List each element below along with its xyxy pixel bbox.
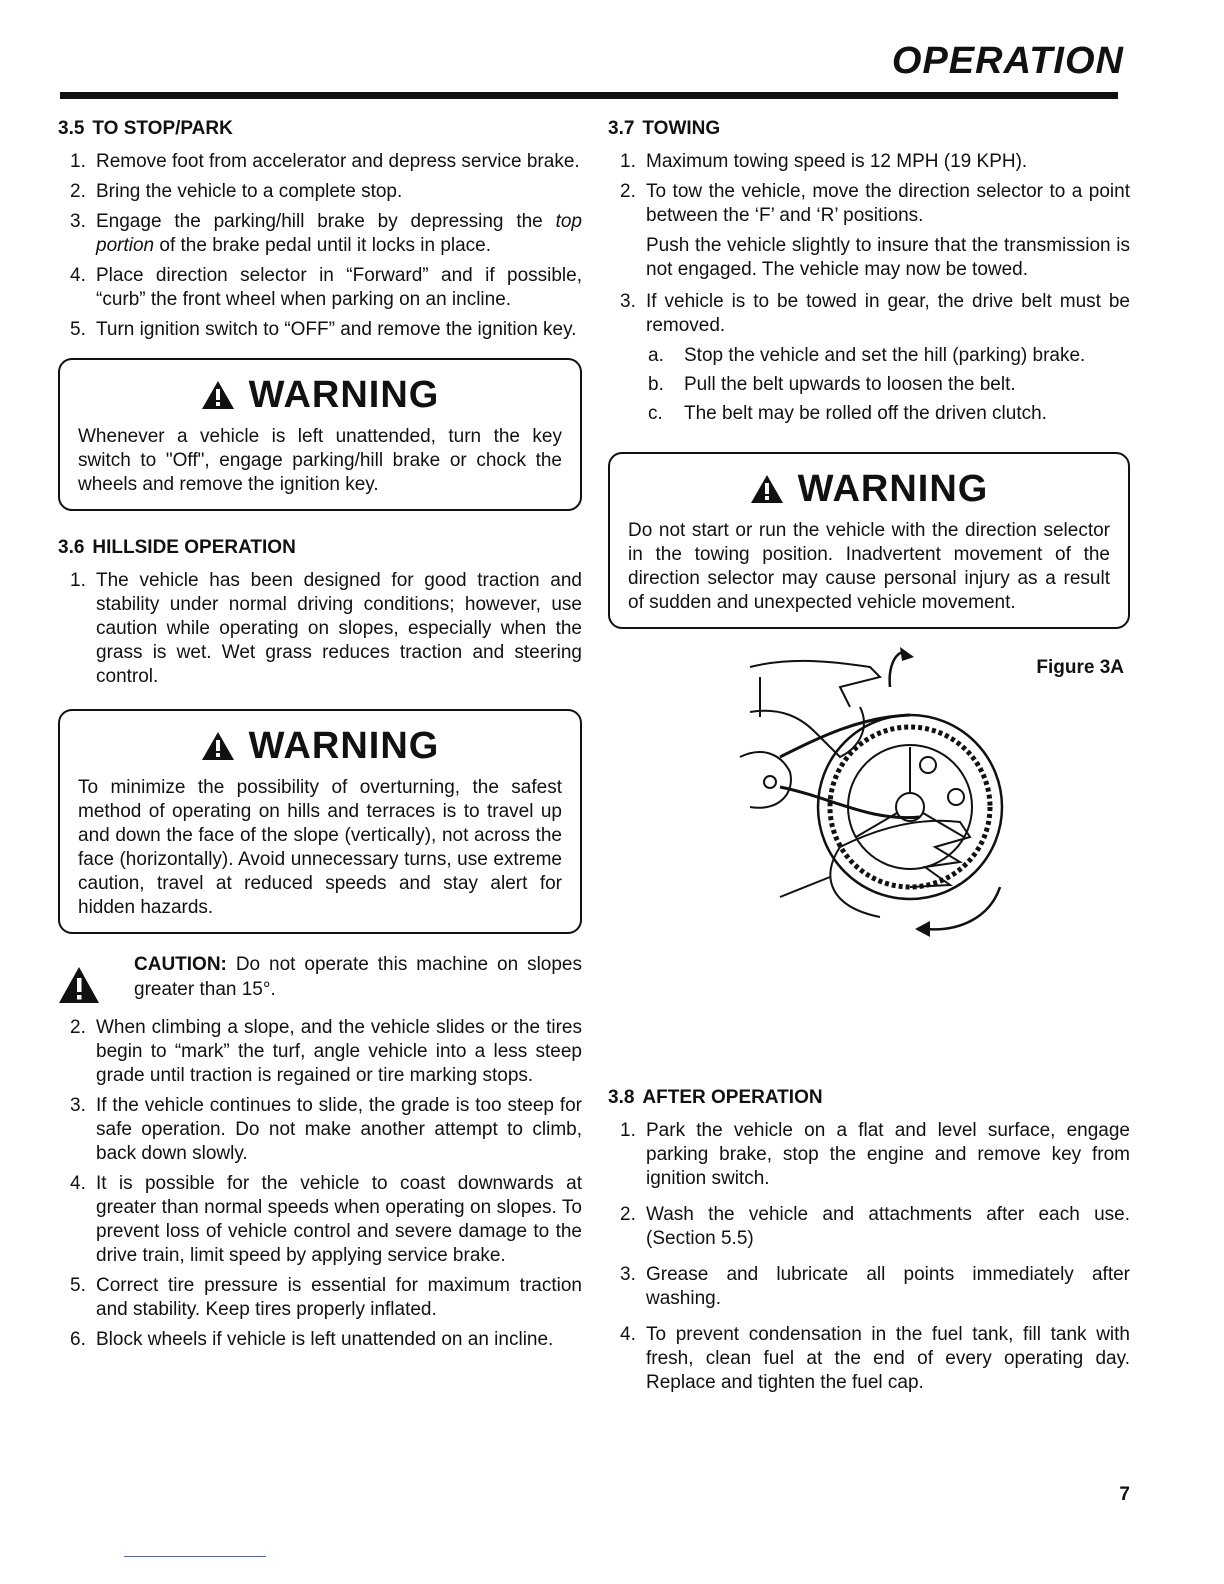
belt-removal-illustration-icon — [720, 647, 1040, 967]
item-text: Place direction selector in “Forward” and if possible, “curb” the front wheel when parking on an incline. — [96, 265, 582, 310]
item-number: 3. — [620, 291, 636, 312]
left-column — [58, 118, 582, 1358]
item-text: The vehicle has been designed for good traction and stability under normal driving conditions; however, use caution while operating on slopes, especially when the grass is wet. Wet grass reduces traction and steering control. — [96, 570, 582, 687]
warning-box-unattended — [58, 358, 582, 511]
list-item — [646, 344, 1130, 368]
list-item — [58, 264, 582, 312]
item-number: 1. — [620, 1120, 636, 1141]
item-text: Remove foot from accelerator and depress service brake. — [96, 151, 580, 172]
item-number: 4. — [70, 265, 86, 286]
item-number: 4. — [70, 1173, 86, 1194]
item-text: To tow the vehicle, move the direction selector to a point between the ‘F’ and ‘R’ positions. — [646, 181, 1130, 226]
warning-heading — [78, 374, 562, 417]
item-text: Correct tire pressure is essential for maximum traction and stability. Keep tires properly inflated. — [96, 1275, 582, 1320]
item-text: Pull the belt upwards to loosen the belt. — [684, 374, 1016, 395]
section-title-text: TO STOP/PARK — [92, 118, 233, 139]
section-title-text: TOWING — [642, 118, 721, 139]
warning-text: Do not start or run the vehicle with the direction selector in the towing position. Inadvertent movement of the direction selector may cause personal injury as a result of sudden and unexpected vehicle movement. — [628, 520, 1110, 613]
warning-title: WARNING — [248, 374, 440, 416]
towing-paragraph: Push the vehicle slightly to insure that the transmission is not engaged. The vehicle may now be towed. — [646, 235, 1130, 280]
item-text: The belt may be rolled off the driven clutch. — [684, 403, 1047, 424]
list-item — [608, 290, 1130, 338]
caution-label: CAUTION: — [134, 954, 227, 975]
list-item — [58, 1094, 582, 1166]
towing-steps — [608, 150, 1130, 228]
list-item — [58, 318, 582, 342]
warning-triangle-icon — [750, 474, 784, 504]
figure-3a — [608, 647, 1130, 977]
item-number: 2. — [620, 1204, 636, 1225]
item-number: 5. — [70, 319, 86, 340]
item-text: Grease and lubricate all points immediately after washing. — [646, 1264, 1130, 1309]
list-item — [608, 1263, 1130, 1311]
item-text: Park the vehicle on a flat and level surface, engage parking brake, stop the engine and remove key from ignition switch. — [646, 1120, 1130, 1189]
item-text: Stop the vehicle and set the hill (parking) brake. — [684, 345, 1086, 366]
list-item — [58, 1274, 582, 1322]
list-item — [58, 150, 582, 174]
section-number: 3.7 — [608, 118, 635, 139]
item-text: It is possible for the vehicle to coast downwards at greater than normal speeds when operating on slopes. To prevent loss of vehicle control and severe damage to the drive train, limit speed by applying service brake. — [96, 1173, 582, 1266]
section-number: 3.5 — [58, 118, 85, 139]
warning-box-overturning — [58, 709, 582, 934]
section-number: 3.6 — [58, 537, 85, 558]
list-item — [58, 1328, 582, 1352]
item-letter: a. — [648, 345, 664, 366]
item-number: 4. — [620, 1324, 636, 1345]
item-number: 1. — [70, 570, 86, 591]
warning-triangle-icon — [201, 380, 235, 410]
list-item — [608, 150, 1130, 174]
item-number: 1. — [620, 151, 636, 172]
caution-note — [58, 952, 582, 1002]
list-item — [646, 373, 1130, 397]
item-number: 5. — [70, 1275, 86, 1296]
list-item — [646, 402, 1130, 426]
header-rule — [60, 92, 1118, 99]
item-text: If vehicle is to be towed in gear, the drive belt must be removed. — [646, 291, 1130, 336]
right-column — [608, 118, 1130, 1401]
item-text: Wash the vehicle and attachments after each use. (Section 5.5) — [646, 1204, 1130, 1249]
item-text-post: of the brake pedal until it locks in place. — [154, 235, 492, 256]
section-3-7-title — [608, 118, 1130, 140]
section-title-text: HILLSIDE OPERATION — [92, 537, 296, 558]
item-number: 2. — [70, 1017, 86, 1038]
figure-label: Figure 3A — [1036, 657, 1124, 678]
item-number: 2. — [620, 181, 636, 202]
warning-title: WARNING — [797, 468, 989, 510]
warning-title: WARNING — [248, 725, 440, 767]
item-number: 6. — [70, 1329, 86, 1350]
section-title-text: AFTER OPERATION — [642, 1087, 823, 1108]
list-item — [58, 1172, 582, 1268]
towing-substeps — [646, 344, 1130, 426]
list-item — [608, 1203, 1130, 1251]
towing-step-3 — [608, 290, 1130, 338]
hillside-step-1 — [58, 569, 582, 689]
page-header-title: OPERATION — [891, 40, 1124, 82]
item-text: Turn ignition switch to “OFF” and remove the ignition key. — [96, 319, 577, 340]
stop-park-steps — [58, 150, 582, 342]
list-item — [58, 210, 582, 258]
page-number: 7 — [1119, 1484, 1130, 1505]
item-text: Maximum towing speed is 12 MPH (19 KPH). — [646, 151, 1028, 172]
item-number: 3. — [70, 1095, 86, 1116]
after-operation-steps — [608, 1119, 1130, 1395]
hillside-steps — [58, 1016, 582, 1352]
item-number: 3. — [70, 211, 86, 232]
item-text-pre: Engage the parking/hill brake by depressing the — [96, 211, 556, 232]
warning-text: To minimize the possibility of overturning, the safest method of operating on hills and terraces is to travel up and down the face of the slope (vertically), not across the face (horizontally). Avoid unnecessary turns, use extreme caution, travel at reduced speeds and stay alert for hidden hazards. — [78, 777, 562, 918]
item-text: When climbing a slope, and the vehicle slides or the tires begin to “mark” the turf, angle vehicle into a less steep grade until traction is regained or tire marking stops. — [96, 1017, 582, 1086]
item-text: If the vehicle continues to slide, the grade is too steep for safe operation. Do not make another attempt to climb, back down slowly. — [96, 1095, 582, 1164]
list-item — [608, 1323, 1130, 1395]
warning-text: Whenever a vehicle is left unattended, turn the key switch to "Off", engage parking/hill brake or chock the wheels and remove the ignition key. — [78, 426, 562, 495]
list-item — [58, 1016, 582, 1088]
item-text: To prevent condensation in the fuel tank, fill tank with fresh, clean fuel at the end of every operating day. Replace and tighten the fuel cap. — [646, 1324, 1130, 1393]
list-item — [58, 569, 582, 689]
warning-triangle-icon — [201, 731, 235, 761]
caution-text: Do not operate this machine on slopes greater than 15°. — [134, 954, 582, 1000]
item-number: 3. — [620, 1264, 636, 1285]
item-number: 1. — [70, 151, 86, 172]
warning-heading — [628, 468, 1110, 511]
item-text: Block wheels if vehicle is left unattended on an incline. — [96, 1329, 554, 1350]
item-number: 2. — [70, 181, 86, 202]
item-text: Bring the vehicle to a complete stop. — [96, 181, 403, 202]
list-item — [58, 180, 582, 204]
section-3-5-title — [58, 118, 582, 140]
section-3-6-title — [58, 537, 582, 559]
caution-triangle-icon — [58, 966, 100, 1004]
item-text-emphasis: top portion — [96, 211, 582, 256]
warning-heading — [78, 725, 562, 768]
list-item — [608, 1119, 1130, 1191]
footer-rule — [124, 1556, 266, 1557]
list-item — [608, 180, 1130, 228]
section-number: 3.8 — [608, 1087, 635, 1108]
item-letter: b. — [648, 374, 664, 395]
warning-box-towing — [608, 452, 1130, 629]
item-letter: c. — [648, 403, 663, 424]
section-3-8-title — [608, 1087, 1130, 1109]
